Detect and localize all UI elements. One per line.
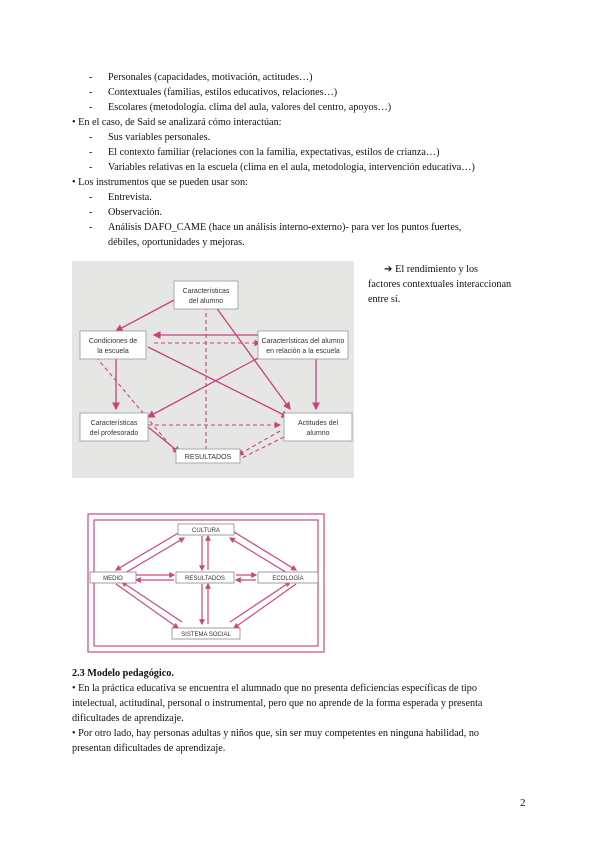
bullet-said: • En el caso, de Said se analizará cómo interactúan: [72, 117, 282, 128]
paragraph-line: dificultades de aprendizaje. [72, 713, 184, 724]
arrow-icon: ➔ [384, 264, 393, 275]
label: en relación a la escuela [266, 348, 340, 355]
dash: - [89, 87, 93, 98]
label: CULTURA [192, 528, 220, 534]
list-item: Personales (capacidades, motivación, actitudes…) [108, 72, 313, 83]
dash: - [89, 192, 93, 203]
dash: - [89, 72, 93, 83]
label: del profesorado [89, 430, 139, 437]
arrow [122, 582, 182, 622]
factors-diagram [72, 261, 354, 478]
factors-diagram-svg [72, 261, 354, 478]
arrow [234, 584, 296, 628]
label: RESULTADOS [184, 454, 232, 461]
dash: - [89, 222, 93, 233]
label: Características del alumno [261, 338, 345, 345]
dash: - [89, 147, 93, 158]
side-note-text: El rendimiento y los [395, 264, 478, 275]
list-item: Sus variables personales. [108, 132, 211, 143]
list-item: Escolares (metodología. clima del aula, valores del centro, apoyos…) [108, 102, 392, 113]
list-item: Análisis DAFO_CAME (hace un análisis interno-externo)- para ver los puntos fuertes, [108, 222, 462, 233]
label: del alumno [188, 298, 224, 305]
paragraph-line: presentan dificultades de aprendizaje. [72, 743, 226, 754]
list-item: El contexto familiar (relaciones con la familia, expectativas, estilos de crianza…) [108, 147, 440, 158]
side-note-line2: factores contextuales interaccionan [368, 279, 512, 290]
arrow [148, 427, 180, 453]
arrow [234, 532, 296, 570]
arrow [116, 532, 180, 570]
page-number: 2 [520, 797, 526, 809]
bullet-instrumentos: • Los instrumentos que se pueden usar son: [72, 177, 248, 188]
label: MEDIO [103, 576, 123, 582]
paragraph-line: • En la práctica educativa se encuentra el alumnado que no presenta deficiencias específicas de tipo [72, 683, 477, 694]
label: Características [182, 288, 230, 295]
label: Características [90, 420, 138, 427]
list-item: Entrevista. [108, 192, 152, 203]
ecological-diagram-svg [84, 510, 328, 656]
label: Condiciones de [88, 338, 138, 345]
ecological-diagram [84, 510, 328, 656]
list-item: Contextuales (familias, estilos educativos, relaciones…) [108, 87, 338, 98]
paragraph-line: intelectual, actitudinal, personal o instrumental, pero que no aprende de la forma esperada y presenta [72, 698, 483, 709]
arrow [116, 584, 178, 628]
label: Actitudes del [297, 420, 339, 427]
arrow [230, 538, 292, 576]
dashed-arrow [238, 431, 280, 455]
dashed-line [240, 437, 284, 459]
list-item: Observación. [108, 207, 163, 218]
label: la escuela [97, 348, 129, 355]
label: SISTEMA SOCIAL [181, 632, 231, 638]
arrow [148, 357, 260, 417]
dash: - [89, 162, 93, 173]
arrow [120, 538, 184, 576]
side-note-line3: entre sí. [368, 294, 401, 305]
label: ECOLOGÍA [272, 576, 304, 582]
arrow [116, 299, 176, 331]
dash: - [89, 102, 93, 113]
list-item-continuation: débiles, oportunidades y mejoras. [108, 237, 245, 248]
arrow [230, 582, 290, 622]
label: alumno [306, 430, 330, 437]
dash: - [89, 207, 93, 218]
dash: - [89, 132, 93, 143]
side-note-line1 [384, 263, 478, 277]
list-item: Variables relativas en la escuela (clima en el aula, metodología, intervención educativa…) [108, 162, 475, 173]
paragraph-line: • Por otro lado, hay personas adultas y niños que, sin ser muy competentes en ninguna habilidad, no [72, 728, 480, 739]
label: RESULTADOS [185, 576, 225, 582]
section-heading: 2.3 Modelo pedagógico. [72, 668, 174, 679]
